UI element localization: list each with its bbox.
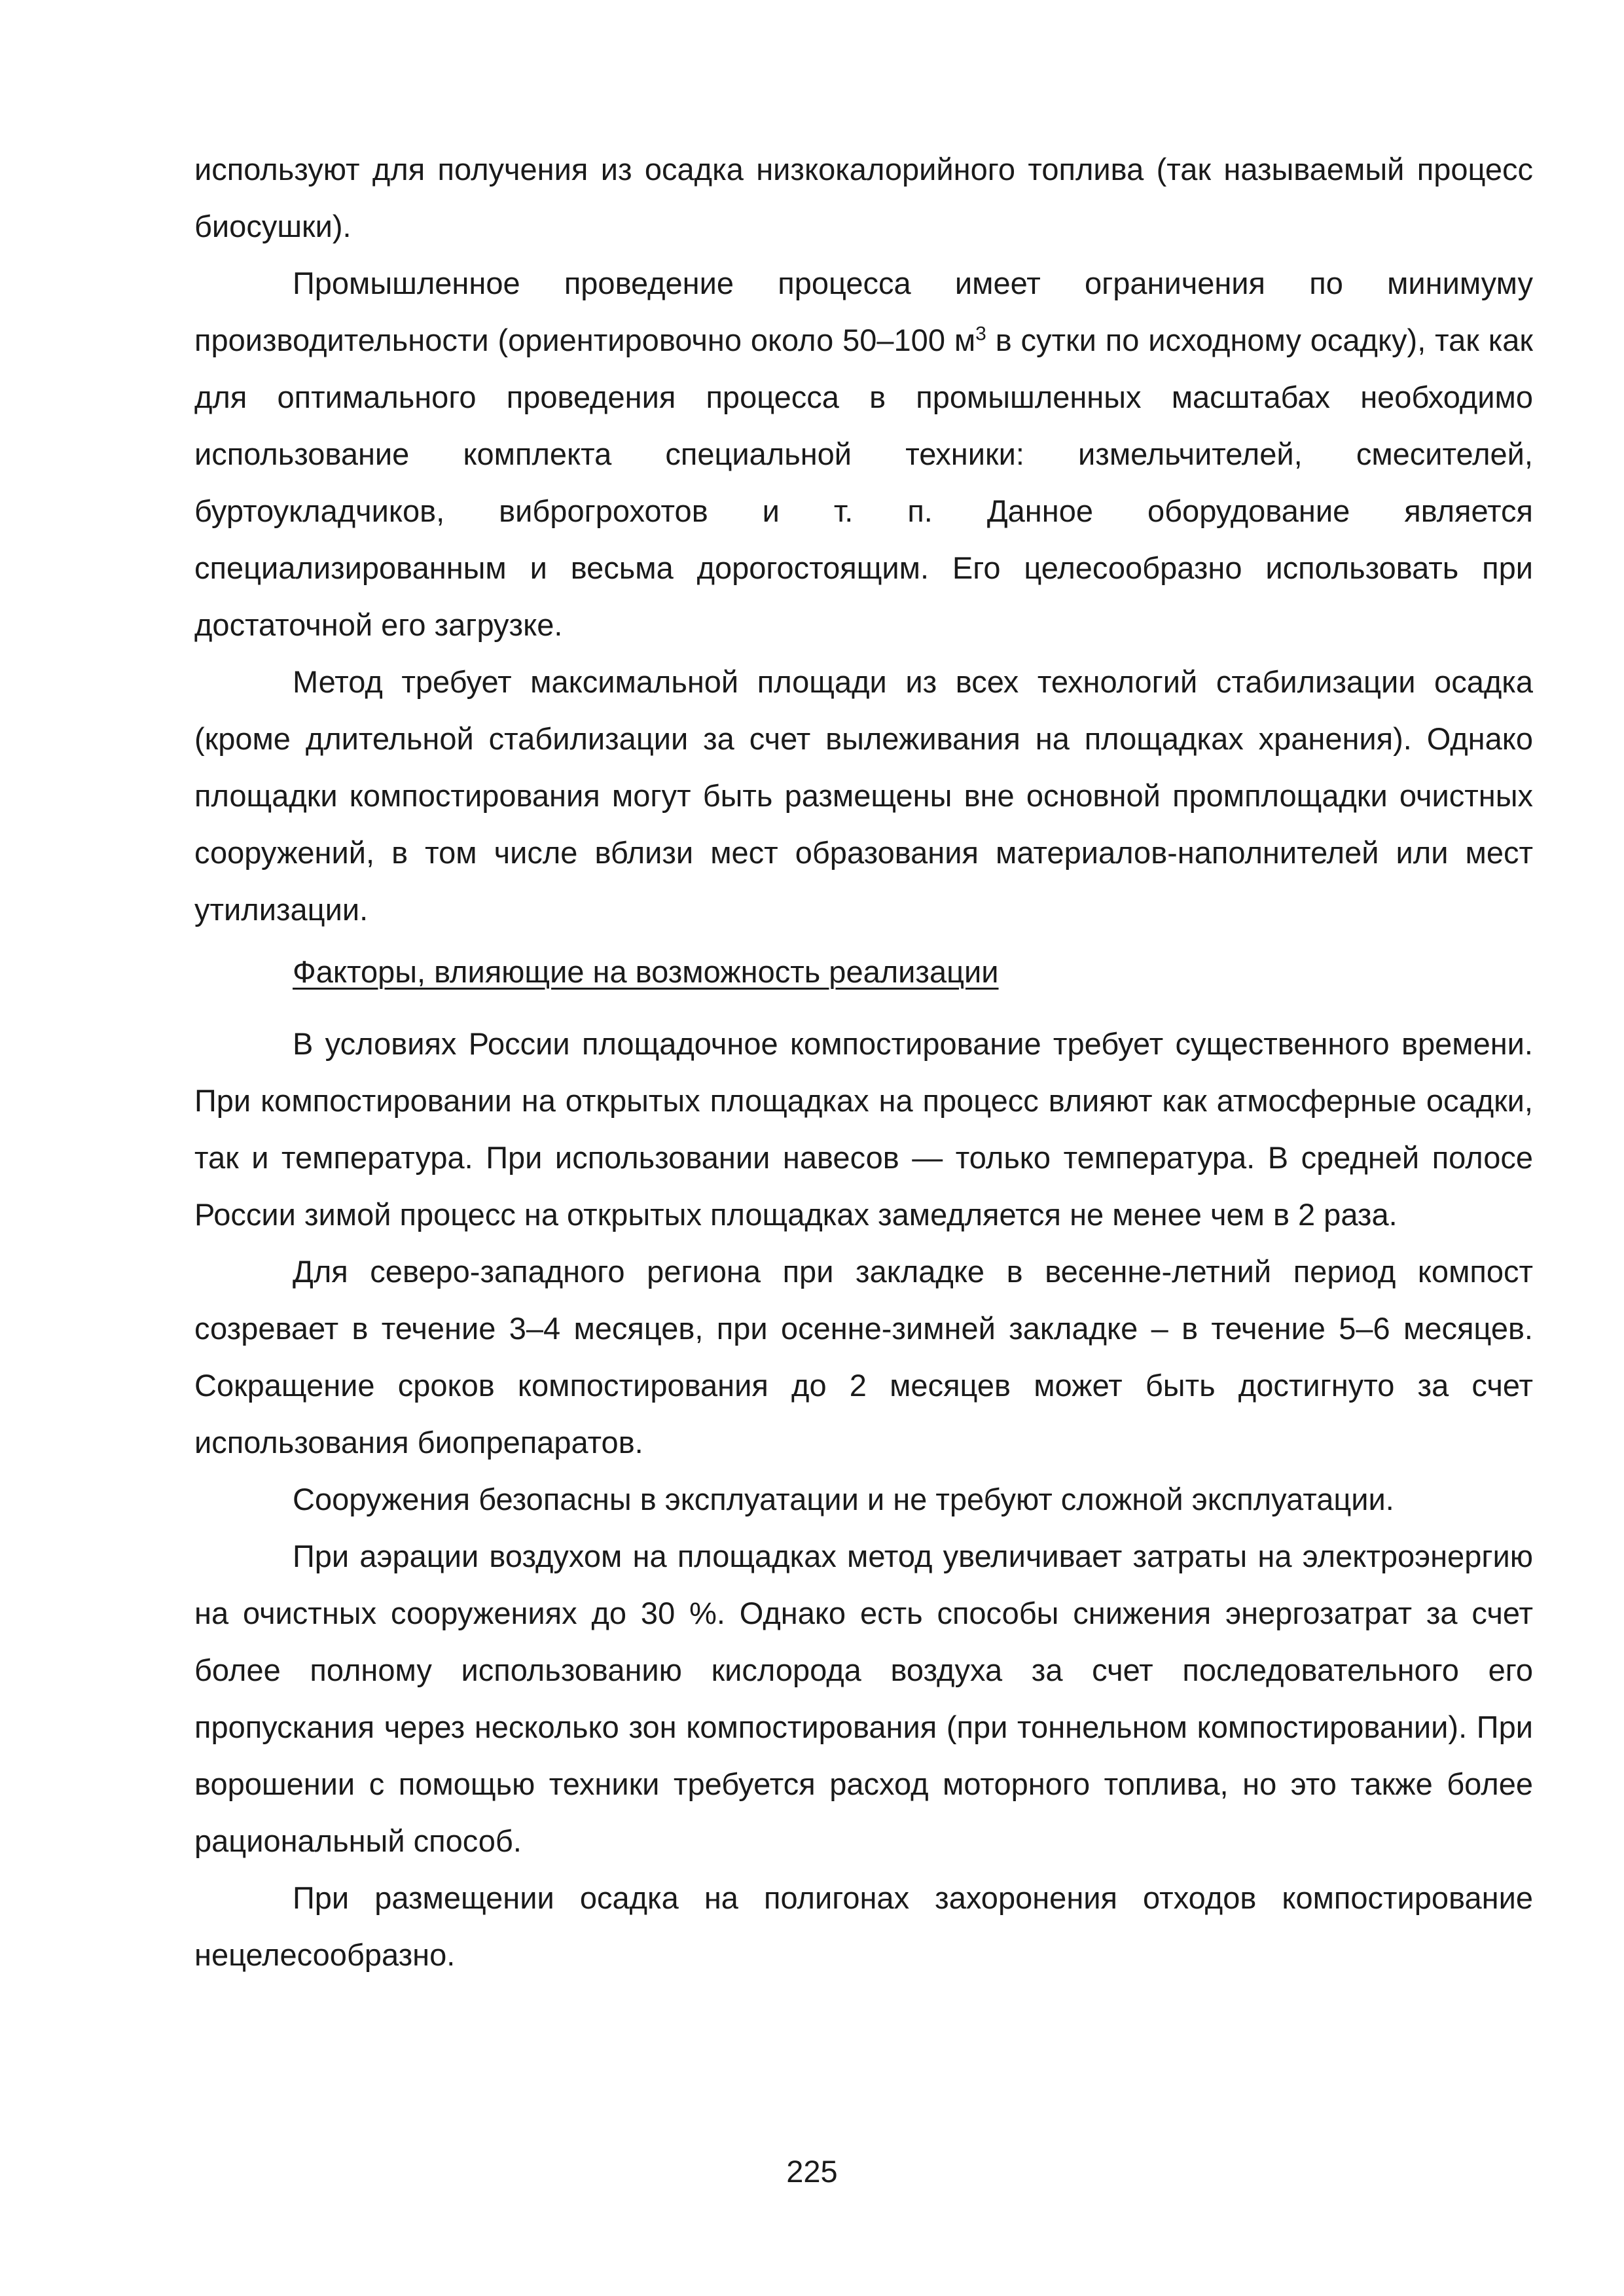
section-heading xyxy=(194,938,1533,1015)
paragraph-continuation: используют для получения из осадка низкокалорийного топлива (так называемый процесс биосушки). xyxy=(194,152,1533,243)
paragraph-production-limits-start: Промышленное проведение процесса имеет ограничения по минимуму производительности (ориентировочно около 50–100 м xyxy=(194,266,1533,357)
paragraph-russian-conditions: В условиях России площадочное компостирование требует существенного времени. При компостировании на открытых площадках на процесс влияют как атмосферные осадки, так и температура. При использовании навесов — только температура. В средней полосе России зимой процесс на открытых площадках замедляется не менее чем в 2 раза. xyxy=(194,1026,1533,1232)
section-heading-text: Факторы, влияющие на возможность реализации xyxy=(293,954,999,989)
superscript-cubic: 3 xyxy=(975,323,986,345)
paragraph-landfill: При размещении осадка на полигонах захоронения отходов компостирование нецелесообразно. xyxy=(194,1880,1533,1972)
paragraph-production-limits xyxy=(194,255,1533,653)
paragraph-area-requirements: Метод требует максимальной площади из всех технологий стабилизации осадка (кроме длительной стабилизации за счет вылеживания на площадках хранения). Однако площадки компостирования могут быть размещены вне основной промплощадки очистных сооружений, в том числе вблизи мест образования материалов-наполнителей или мест утилизации. xyxy=(194,664,1533,927)
page-body xyxy=(194,141,1533,1983)
paragraph-northwest-region: Для северо-западного региона при закладке в весенне-летний период компост созревает в течение 3–4 месяцев, при осенне-зимней закладке – в течение 5–6 месяцев. Сокращение сроков компостирования до 2 месяцев может быть достигнуто за счет использования биопрепаратов. xyxy=(194,1254,1533,1460)
paragraph-aeration-energy: При аэрации воздухом на площадках метод увеличивает затраты на электроэнергию на очистных сооружениях до 30 %. Однако есть способы снижения энергозатрат за счет более полному использованию кислорода воздуха за счет последовательного его пропускания через несколько зон компостирования (при тоннельном компостировании). При ворошении с помощью техники требуется расход моторного топлива, но это также более рациональный способ. xyxy=(194,1539,1533,1858)
paragraph-safety: Сооружения безопасны в эксплуатации и не требуют сложной эксплуатации. xyxy=(293,1482,1394,1516)
paragraph-production-limits-end: в сутки по исходному осадку), так как для оптимального проведения процесса в промышленных масштабах необходимо использование комплекта специальной техники: измельчителей, смесителей, буртоукладчиков, виброгрохотов и т. п. Данное оборудование является специализированным и весьма дорогостоящим. Его целесообразно использовать при достаточной его загрузке. xyxy=(194,323,1533,642)
page-number: 225 xyxy=(786,2154,838,2189)
